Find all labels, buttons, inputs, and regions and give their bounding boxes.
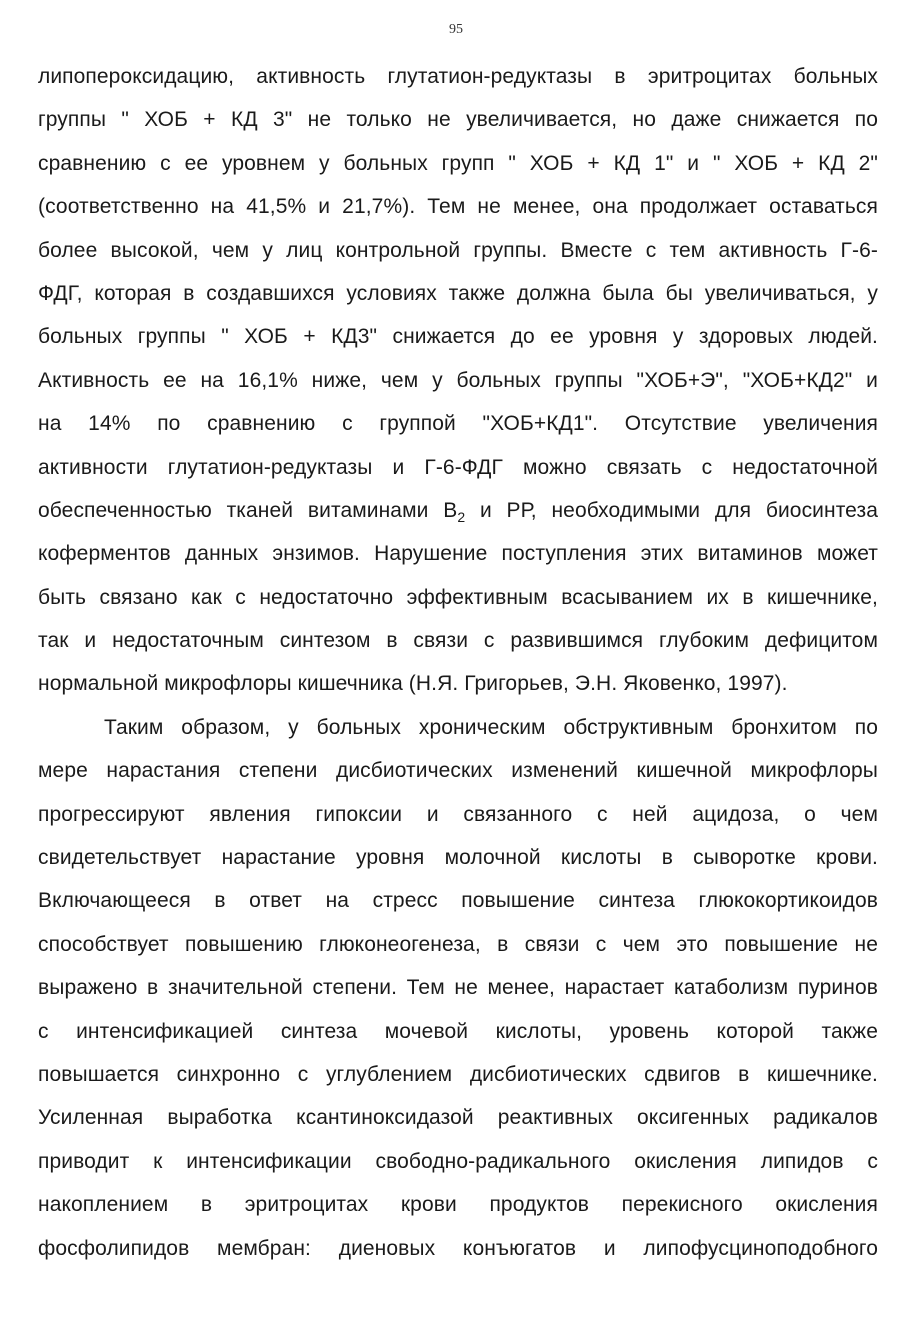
text-line: Усиленная выработка ксантиноксидазой реактивных оксигенных радикалов <box>38 1106 878 1130</box>
text-line: больных группы " ХОБ + КД3" снижается до ее уровня у здоровых людей. <box>38 325 878 349</box>
paragraph-2 <box>38 706 878 1270</box>
text-line: более высокой, чем у лиц контрольной группы. Вместе с тем активность Г-6- <box>38 238 878 262</box>
text-line: мере нарастания степени дисбиотических изменений кишечной микрофлоры <box>38 759 878 783</box>
text-line: на 14% по сравнению с группой "ХОБ+КД1". Отсутствие увеличения <box>38 412 878 436</box>
text-line: активности глутатион-редуктазы и Г-6-ФДГ можно связать с недостаточной <box>38 455 878 479</box>
text-line: повышается синхронно с углублением дисбиотических сдвигов в кишечнике. <box>38 1062 878 1086</box>
text-line: (соответственно на 41,5% и 21,7%). Тем не менее, она продолжает оставаться <box>38 195 878 219</box>
text-line: группы " ХОБ + КД 3" не только не увеличивается, но даже снижается по <box>38 108 878 132</box>
text-line: так и недостаточным синтезом в связи с развившимся глубоким дефицитом <box>38 629 878 653</box>
text-line: коферментов данных энзимов. Нарушение поступления этих витаминов может <box>38 542 878 566</box>
text-line: быть связано как с недостаточно эффективным всасыванием их в кишечнике, <box>38 585 878 609</box>
text-line: приводит к интенсификации свободно-радикального окисления липидов с <box>38 1149 878 1173</box>
text-line: липопероксидацию, активность глутатион-редуктазы в эритроцитах больных <box>38 65 878 88</box>
text-segment: обеспеченностью тканей витаминами В <box>38 498 458 522</box>
text-line: сравнению с ее уровнем у больных групп " ХОБ + КД 1" и " ХОБ + КД 2" <box>38 151 878 175</box>
text-line: выражено в значительной степени. Тем не менее, нарастает катаболизм пуринов <box>38 976 878 1000</box>
text-segment: и РР, необходимыми для биосинтеза <box>465 498 878 522</box>
text-line-with-subscript <box>38 489 878 532</box>
text-line: Активность ее на 16,1% ниже, чем у больных группы "ХОБ+Э", "ХОБ+КД2" и <box>38 368 878 392</box>
text-line: Включающееся в ответ на стресс повышение синтеза глюкокортикоидов <box>38 889 878 913</box>
text-line: фосфолипидов мембран: диеновых конъюгатов и липофусциноподобного <box>38 1236 878 1260</box>
text-line: нормальной микрофлоры кишечника (Н.Я. Григорьев, Э.Н. Яковенко, 1997). <box>38 672 788 696</box>
text-line: Таким образом, у больных хроническим обструктивным бронхитом по <box>104 715 878 739</box>
text-line: способствует повышению глюконеогенеза, в связи с чем это повышение не <box>38 932 878 956</box>
body-text <box>38 55 878 1270</box>
page-number: 95 <box>449 22 463 37</box>
text-line: прогрессируют явления гипоксии и связанного с ней ацидоза, о чем <box>38 802 878 826</box>
paragraph-1 <box>38 55 878 706</box>
text-line: ФДГ, которая в создавшихся условиях также должна была бы увеличиваться, у <box>38 281 878 305</box>
subscript: 2 <box>457 509 466 526</box>
text-line: накоплением в эритроцитах крови продуктов перекисного окисления <box>38 1193 878 1217</box>
text-line: свидетельствует нарастание уровня молочной кислоты в сыворотке крови. <box>38 846 878 870</box>
text-line: с интенсификацией синтеза мочевой кислоты, уровень которой также <box>38 1019 878 1043</box>
